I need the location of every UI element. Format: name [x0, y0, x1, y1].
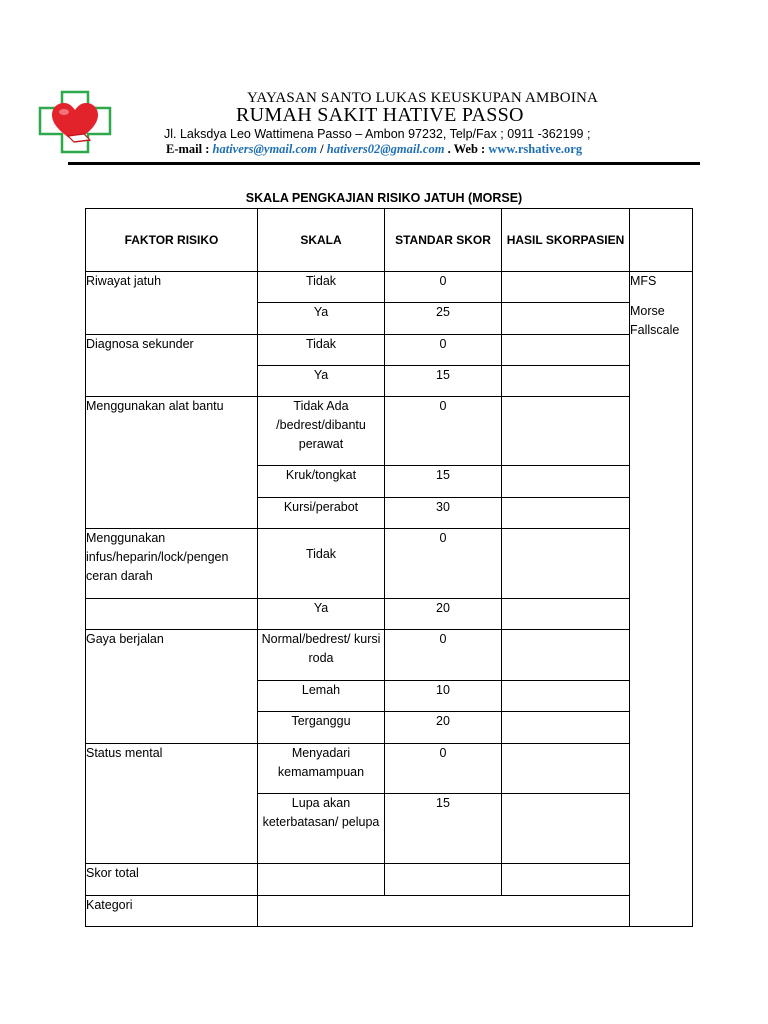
result-input-cell[interactable] — [502, 529, 630, 599]
score-cell: 20 — [385, 599, 502, 630]
column-header-hasil: HASIL SKORPASIEN — [502, 209, 630, 272]
table-header-row — [86, 209, 693, 272]
total-standard-cell — [385, 864, 502, 896]
morse-scale-table — [85, 208, 693, 927]
total-label: Skor total — [86, 864, 258, 896]
score-cell: 25 — [385, 303, 502, 335]
factor-cell-empty — [86, 599, 258, 630]
table-row — [86, 529, 693, 599]
category-label: Kategori — [86, 896, 258, 927]
factor-cell: Menggunakan alat bantu — [86, 397, 258, 529]
total-scale-cell — [258, 864, 385, 896]
web-label: . Web : — [444, 142, 486, 156]
result-input-cell[interactable] — [502, 272, 630, 303]
result-input-cell[interactable] — [502, 466, 630, 498]
result-input-cell[interactable] — [502, 303, 630, 335]
email-label: E-mail : — [166, 142, 210, 156]
score-cell: 0 — [385, 630, 502, 681]
result-input-cell[interactable] — [502, 397, 630, 466]
result-input-cell[interactable] — [502, 498, 630, 529]
score-cell: 0 — [385, 397, 502, 466]
scale-cell: Tidak — [258, 335, 385, 366]
score-cell: 0 — [385, 335, 502, 366]
result-input-cell[interactable] — [502, 744, 630, 794]
column-header-side — [630, 209, 693, 272]
score-cell: 0 — [385, 744, 502, 794]
side-note-abbrev: MFS — [630, 274, 657, 288]
column-header-faktor: FAKTOR RISIKO — [86, 209, 258, 272]
category-row — [86, 896, 693, 927]
contact-line — [166, 142, 582, 157]
result-input-cell[interactable] — [502, 335, 630, 366]
scale-cell: Tidak — [258, 529, 385, 599]
scale-cell: Ya — [258, 303, 385, 335]
scale-cell: Normal/bedrest/ kursi roda — [258, 630, 385, 681]
result-input-cell[interactable] — [502, 712, 630, 744]
table-row — [86, 397, 693, 466]
factor-cell: Diagnosa sekunder — [86, 335, 258, 397]
score-cell: 15 — [385, 466, 502, 498]
factor-cell: Status mental — [86, 744, 258, 864]
scale-cell: Lemah — [258, 681, 385, 712]
side-note-full: Morse Fallscale — [630, 304, 680, 337]
score-cell: 15 — [385, 794, 502, 864]
scale-cell: Tidak — [258, 272, 385, 303]
email-link-1[interactable]: hativers@ymail.com — [212, 142, 318, 156]
hospital-address: Jl. Laksdya Leo Wattimena Passo – Ambon 97232, Telp/Fax ; 0911 -362199 ; — [164, 127, 591, 141]
factor-cell: Riwayat jatuh — [86, 272, 258, 335]
score-cell: 0 — [385, 529, 502, 599]
total-row — [86, 864, 693, 896]
result-input-cell[interactable] — [502, 366, 630, 397]
scale-cell: Kursi/perabot — [258, 498, 385, 529]
result-input-cell[interactable] — [502, 630, 630, 681]
table-row — [86, 744, 693, 794]
score-cell: 0 — [385, 272, 502, 303]
email-separator: / — [317, 142, 327, 156]
result-input-cell[interactable] — [502, 599, 630, 630]
column-header-standar: STANDAR SKOR — [385, 209, 502, 272]
scale-cell: Terganggu — [258, 712, 385, 744]
hospital-name: RUMAH SAKIT HATIVE PASSO — [236, 104, 524, 126]
web-link[interactable]: www.rshative.org — [488, 142, 583, 156]
total-result-input-cell[interactable] — [502, 864, 630, 896]
category-input-cell[interactable] — [258, 896, 630, 927]
table-row — [86, 335, 693, 366]
hospital-logo-icon — [38, 90, 112, 154]
side-note-cell — [630, 272, 693, 927]
scale-cell: Tidak Ada /bedrest/dibantu perawat — [258, 397, 385, 466]
column-header-skala: SKALA — [258, 209, 385, 272]
factor-cell: Gaya berjalan — [86, 630, 258, 744]
header-divider — [68, 162, 700, 165]
scale-cell: Ya — [258, 599, 385, 630]
table-row — [86, 599, 693, 630]
scale-cell: Ya — [258, 366, 385, 397]
table-row — [86, 630, 693, 681]
score-cell: 15 — [385, 366, 502, 397]
scale-cell: Menyadari kemamampuan — [258, 744, 385, 794]
foundation-name: YAYASAN SANTO LUKAS KEUSKUPAN AMBOINA — [247, 90, 599, 106]
score-cell: 20 — [385, 712, 502, 744]
factor-cell: Menggunakan infus/heparin/lock/pengen ceran darah — [86, 529, 258, 599]
result-input-cell[interactable] — [502, 681, 630, 712]
scale-cell: Lupa akan keterbatasan/ pelupa — [258, 794, 385, 864]
scale-cell: Kruk/tongkat — [258, 466, 385, 498]
result-input-cell[interactable] — [502, 794, 630, 864]
score-cell: 30 — [385, 498, 502, 529]
table-row — [86, 272, 693, 303]
form-title: SKALA PENGKAJIAN RISIKO JATUH (MORSE) — [245, 191, 523, 205]
email-link-2[interactable]: hativers02@gmail.com — [326, 142, 445, 156]
score-cell: 10 — [385, 681, 502, 712]
